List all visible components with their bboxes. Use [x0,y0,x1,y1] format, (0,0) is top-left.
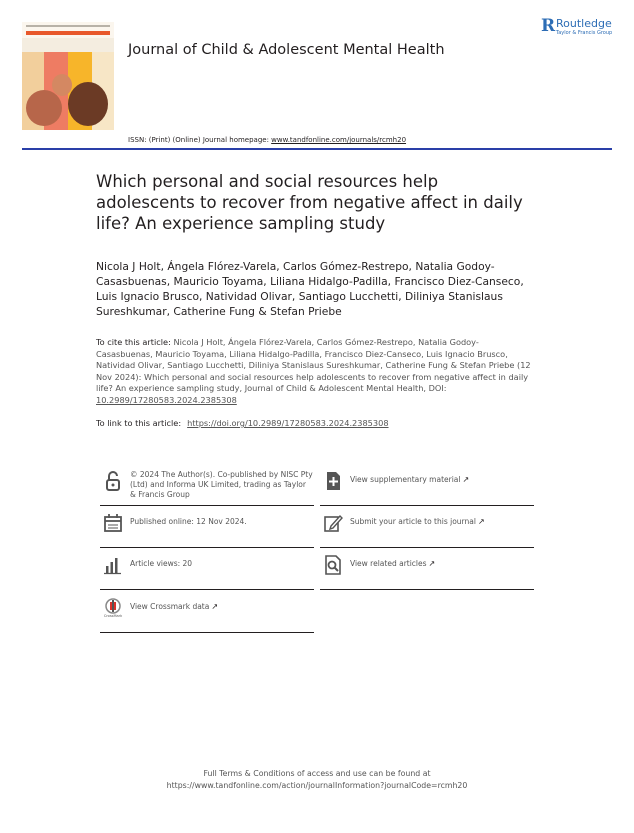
plus-document-icon [322,470,344,492]
submit-cell[interactable] [320,512,534,548]
header-divider [22,148,612,150]
copyright-text: © 2024 The Author(s). Co-published by NISC Pty (Ltd) and Informa UK Limited, trading as Taylor & Francis Group [130,470,313,499]
calendar-icon [102,512,124,534]
supplementary-label: View supplementary material [350,475,461,484]
issn-text: ISSN: (Print) (Online) Journal homepage: [128,136,272,144]
open-lock-icon [102,470,124,492]
cite-label: To cite this article: [96,337,171,347]
link-label: To link to this article: [96,418,182,428]
external-link-icon: ↗ [477,517,485,526]
search-document-icon [322,554,344,576]
cite-text: Nicola J Holt, Ángela Flórez-Varela, Carlos Gómez-Restrepo, Natalia Godoy-Casasbuenas, Mauricio Toyama, Liliana Hidalgo-Padilla, Francisco Diez-Canseco, Luis Ignacio Brusco, Natividad Olivar, Santiago Lucchetti, Diliniya Stanislaus Sureshkumar, Catherine Fung & Stefan Priebe (12 Nov 2024): Which personal and social resources help adolescents to recover from negative affect in daily life? An experience sampling study, Journal of Child & Adolescent Mental Health, DOI: [96,337,531,393]
published-cell [100,512,314,548]
submit-link[interactable] [350,517,534,527]
crossmark-logo-text: CrossMark [103,614,123,618]
article-link-line [96,418,389,428]
issn-line [128,136,406,144]
related-link[interactable] [350,559,534,569]
crossmark-icon [102,597,124,619]
bar-chart-icon [102,554,124,576]
crossmark-cell[interactable] [100,597,314,633]
footer-line-1: Full Terms & Conditions of access and use can be found at [203,769,431,778]
copyright-cell [100,470,314,506]
published-date: Published online: 12 Nov 2024. [130,517,247,526]
external-link-icon: ↗ [462,475,470,484]
journal-title: Journal of Child & Adolescent Mental Health [128,42,445,58]
footer-terms-link[interactable]: https://www.tandfonline.com/action/journalInformation?journalCode=rcmh20 [166,781,468,790]
views-cell [100,554,314,590]
journal-homepage-link[interactable]: www.tandfonline.com/journals/rcmh20 [271,136,407,144]
citation-block [96,337,534,406]
article-authors: Nicola J Holt, Ángela Flórez-Varela, Carlos Gómez-Restrepo, Natalia Godoy-Casasbuenas, Mauricio Toyama, Liliana Hidalgo-Padilla, Francisco Diez-Canseco, Luis Ignacio Brusco, Natividad Olivar, Santiago Lucchetti, Diliniya Stanislaus Sureshkumar, Catherine Fung & Stefan Priebe [96,260,524,318]
edit-pencil-icon [322,512,344,534]
article-title: Which personal and social resources help adolescents to recover from negative affect in daily life? An experience sampling study [96,172,523,233]
crossmark-link[interactable] [130,602,314,612]
routledge-r-icon: R [541,16,556,36]
footer-terms [0,768,634,792]
submit-label: Submit your article to this journal [350,517,476,526]
related-cell[interactable] [320,554,534,590]
publisher-tagline: Taylor & Francis Group [556,30,613,36]
routledge-logo[interactable] [541,17,621,41]
external-link-icon: ↗ [211,602,219,611]
journal-cover-thumbnail [22,22,114,130]
supplementary-link[interactable] [350,475,534,485]
publisher-name: Routledge [556,17,612,30]
doi-link[interactable]: 10.2989/17280583.2024.2385308 [96,394,237,405]
supplementary-cell[interactable] [320,470,534,506]
crossmark-label: View Crossmark data [130,602,210,611]
related-label: View related articles [350,559,427,568]
article-url-link[interactable]: https://doi.org/10.2989/17280583.2024.2385308 [187,418,389,428]
article-views: Article views: 20 [130,559,193,568]
external-link-icon: ↗ [428,559,436,568]
